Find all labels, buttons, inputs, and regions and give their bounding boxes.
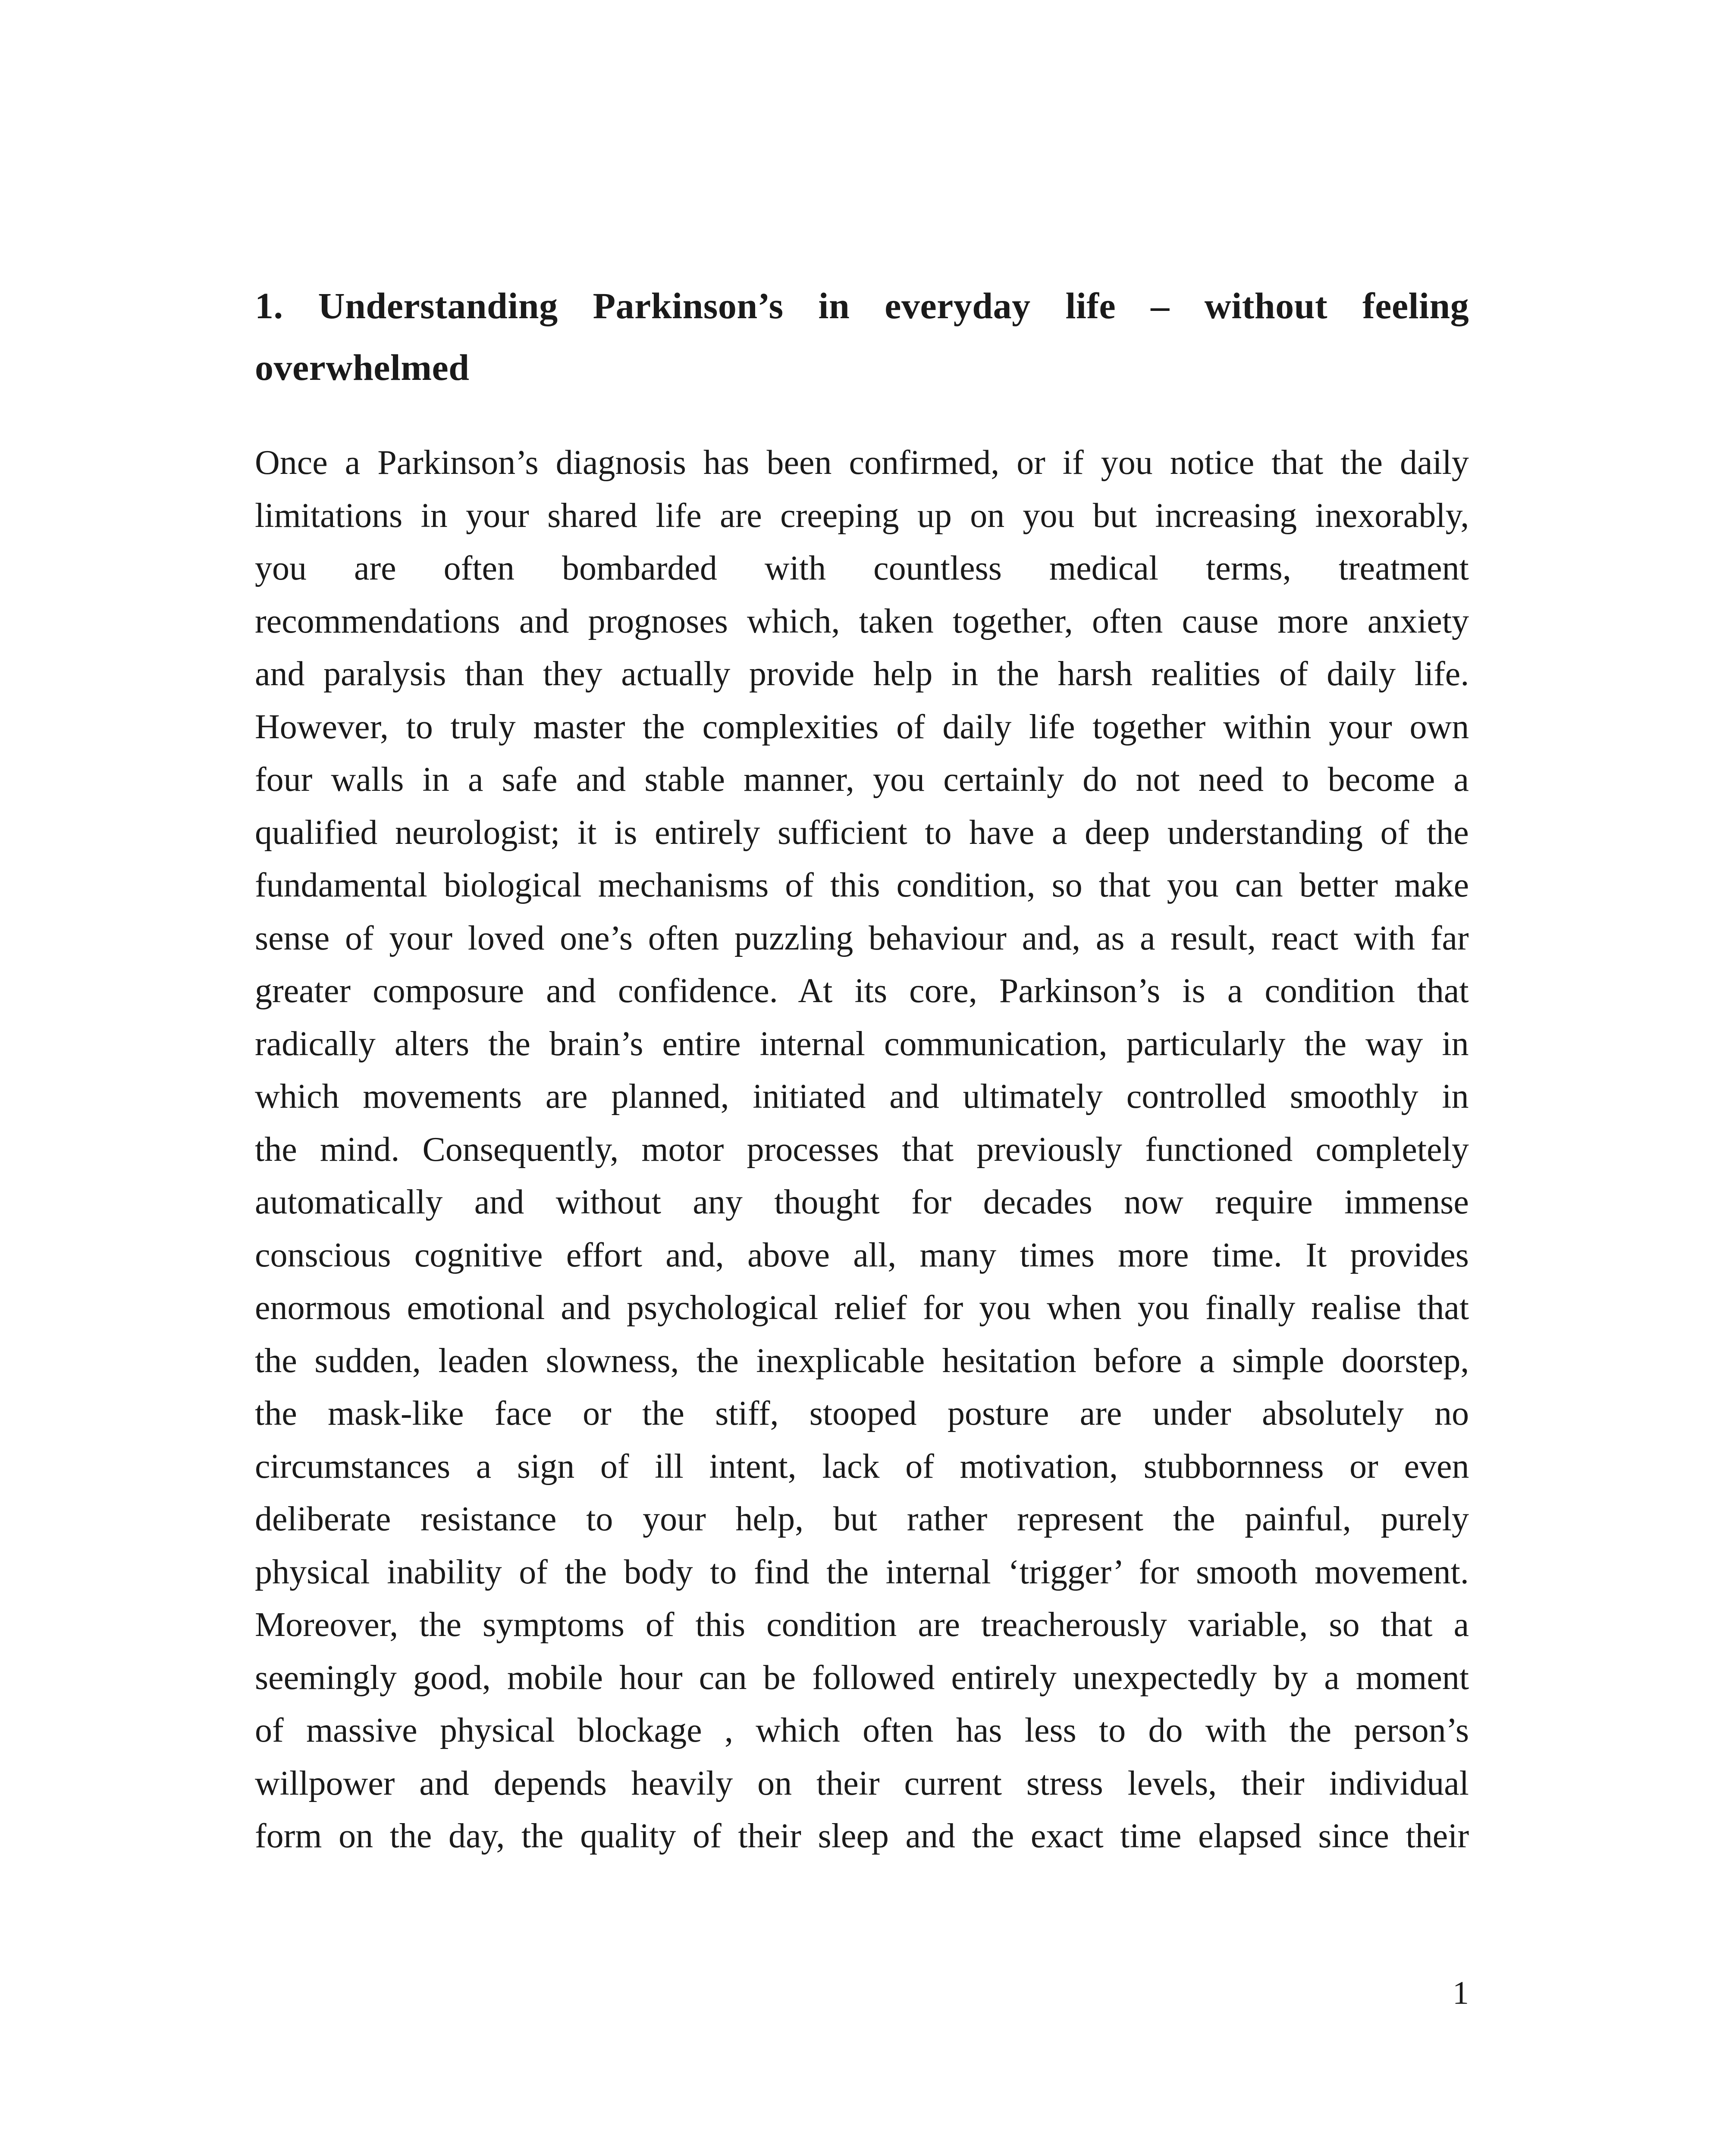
paragraph-line: automatically and without any thought for decades now require immense <box>255 1183 1469 1221</box>
chapter-heading-line-1: 1. Understanding Parkinson’s in everyday life – without feeling <box>255 285 1469 326</box>
paragraph-line: willpower and depends heavily on their current stress levels, their individual <box>255 1764 1469 1802</box>
chapter-heading <box>255 275 1469 398</box>
paragraph-line: recommendations and prognoses which, taken together, often cause more anxiety <box>255 602 1469 640</box>
paragraph-line: physical inability of the body to find the internal ‘trigger’ for smooth movement. <box>255 1553 1469 1591</box>
paragraph-line: limitations in your shared life are creeping up on you but increasing inexorably, <box>255 496 1469 535</box>
paragraph-line: fundamental biological mechanisms of this condition, so that you can better make <box>255 866 1469 904</box>
paragraph-line: the sudden, leaden slowness, the inexplicable hesitation before a simple doorstep, <box>255 1341 1469 1380</box>
paragraph-line: form on the day, the quality of their sleep and the exact time elapsed since their <box>255 1817 1469 1855</box>
paragraph-line: Once a Parkinson’s diagnosis has been confirmed, or if you notice that the daily <box>255 444 1469 482</box>
paragraph-line: the mind. Consequently, motor processes that previously functioned completely <box>255 1130 1469 1169</box>
paragraph-line: deliberate resistance to your help, but rather represent the painful, purely <box>255 1500 1469 1538</box>
paragraph-line: the mask-like face or the stiff, stooped posture are under absolutely no <box>255 1395 1469 1432</box>
paragraph-line: radically alters the brain’s entire internal communication, particularly the way in <box>255 1025 1469 1063</box>
paragraph-line: seemingly good, mobile hour can be followed entirely unexpectedly by a moment <box>255 1658 1469 1697</box>
paragraph-line: and paralysis than they actually provide help in the harsh realities of daily life. <box>255 655 1469 693</box>
paragraph-line: enormous emotional and psychological relief for you when you finally realise that <box>255 1289 1469 1327</box>
paragraph-line: conscious cognitive effort and, above all, many times more time. It provides <box>255 1236 1469 1274</box>
paragraph-line: However, to truly master the complexities of daily life together within your own <box>255 708 1469 746</box>
chapter-heading-line-2: overwhelmed <box>255 347 470 388</box>
body-paragraph <box>255 436 1469 1863</box>
paragraph-line: qualified neurologist; it is entirely sufficient to have a deep understanding of the <box>255 813 1469 852</box>
paragraph-line: which movements are planned, initiated and ultimately controlled smoothly in <box>255 1078 1469 1116</box>
paragraph-line: you are often bombarded with countless medical terms, treatment <box>255 549 1469 587</box>
paragraph-line: circumstances a sign of ill intent, lack of motivation, stubbornness or even <box>255 1447 1469 1485</box>
paragraph-line: sense of your loved one’s often puzzling behaviour and, as a result, react with far <box>255 919 1469 957</box>
page-number: 1 <box>1453 1975 1469 2011</box>
paragraph-line: four walls in a safe and stable manner, you certainly do not need to become a <box>255 761 1469 799</box>
paragraph-line: Moreover, the symptoms of this condition are treacherously variable, so that a <box>255 1606 1469 1644</box>
paragraph-line: greater composure and confidence. At its core, Parkinson’s is a condition that <box>255 972 1469 1010</box>
paragraph-line: of massive physical blockage , which often has less to do with the person’s <box>255 1711 1469 1749</box>
